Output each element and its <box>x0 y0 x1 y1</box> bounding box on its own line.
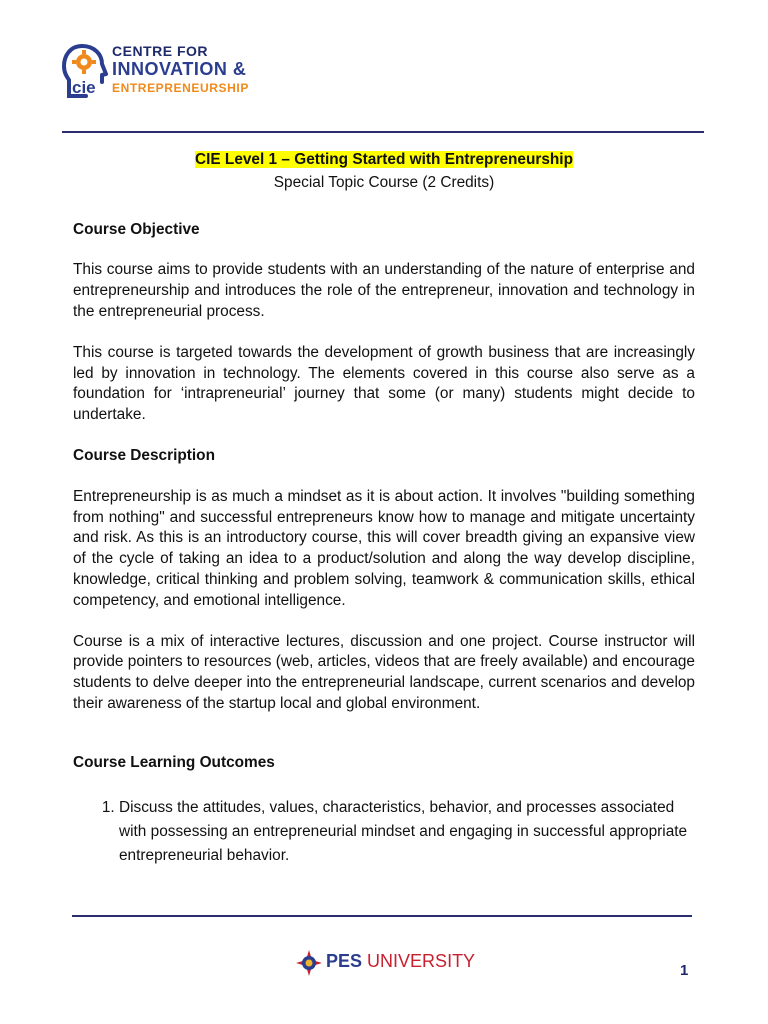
description-paragraph-1: Entrepreneurship is as much a mindset as it is about action. It involves "building something from nothing" and successful entrepreneurs know how to manage and mitigate uncertainty and risk. As this is an introductory course, this will cover breadth giving an expansive view of the cycle of taking an idea to a product/solution and along the way develop discipline, knowledge, critical thinking and problem solving, teamwork & communication skills, ethical competency, and emotional intelligence. <box>73 487 695 609</box>
logo-line-1: CENTRE FOR <box>112 43 208 59</box>
list-item: 1. Discuss the attitudes, values, characteristics, behavior, and processes associated with possessing an entrepreneurial mindset and engaging in successful appropriate entrepreneurial behavior. <box>119 796 695 868</box>
footer-divider <box>72 915 692 917</box>
pes-text: PES <box>326 951 363 971</box>
description-paragraph-2: Course is a mix of interactive lectures, discussion and one project. Course instructor will provide pointers to resources (web, articles, videos that are freely available) and encourage students to delve deeper into the entrepreneurial landscape, current scenarios and develop their awareness of the startup local and global environment. <box>73 632 695 712</box>
document-subtitle: Special Topic Course (2 Credits) <box>273 173 495 191</box>
objective-paragraph-2: This course is targeted towards the development of growth business that are increasingly led by innovation in technology. The elements covered in this course also serve as a foundation for ‘intrapreneurial’ journey that some (or many) students might decide to undertake. <box>73 343 695 424</box>
header-divider <box>62 131 704 133</box>
pes-emblem-icon <box>296 950 322 976</box>
outcomes-list <box>73 796 695 868</box>
university-text: UNIVERSITY <box>367 951 476 971</box>
description-heading: Course Description <box>73 446 215 464</box>
title-highlight: CIE Level 1 – Getting Started with Entrepreneurship <box>194 151 573 168</box>
objective-heading: Course Objective <box>73 220 200 238</box>
outcomes-heading: Course Learning Outcomes <box>73 753 275 771</box>
pes-university-wordmark <box>326 951 475 972</box>
logo-line-3: ENTREPRENEURSHIP <box>112 81 249 95</box>
cie-logo <box>60 40 260 102</box>
objective-paragraph-1: This course aims to provide students with an understanding of the nature of enterprise and entrepreneurship and introduces the role of the entrepreneur, innovation and technology in the entrepreneurial process. <box>73 261 695 320</box>
pes-university-logo <box>296 948 496 978</box>
document-body <box>73 150 695 868</box>
logo-abbrev: cie <box>72 78 96 97</box>
logo-line-2: INNOVATION & <box>112 59 247 79</box>
page-number: 1 <box>680 962 689 979</box>
document-title <box>73 150 695 171</box>
